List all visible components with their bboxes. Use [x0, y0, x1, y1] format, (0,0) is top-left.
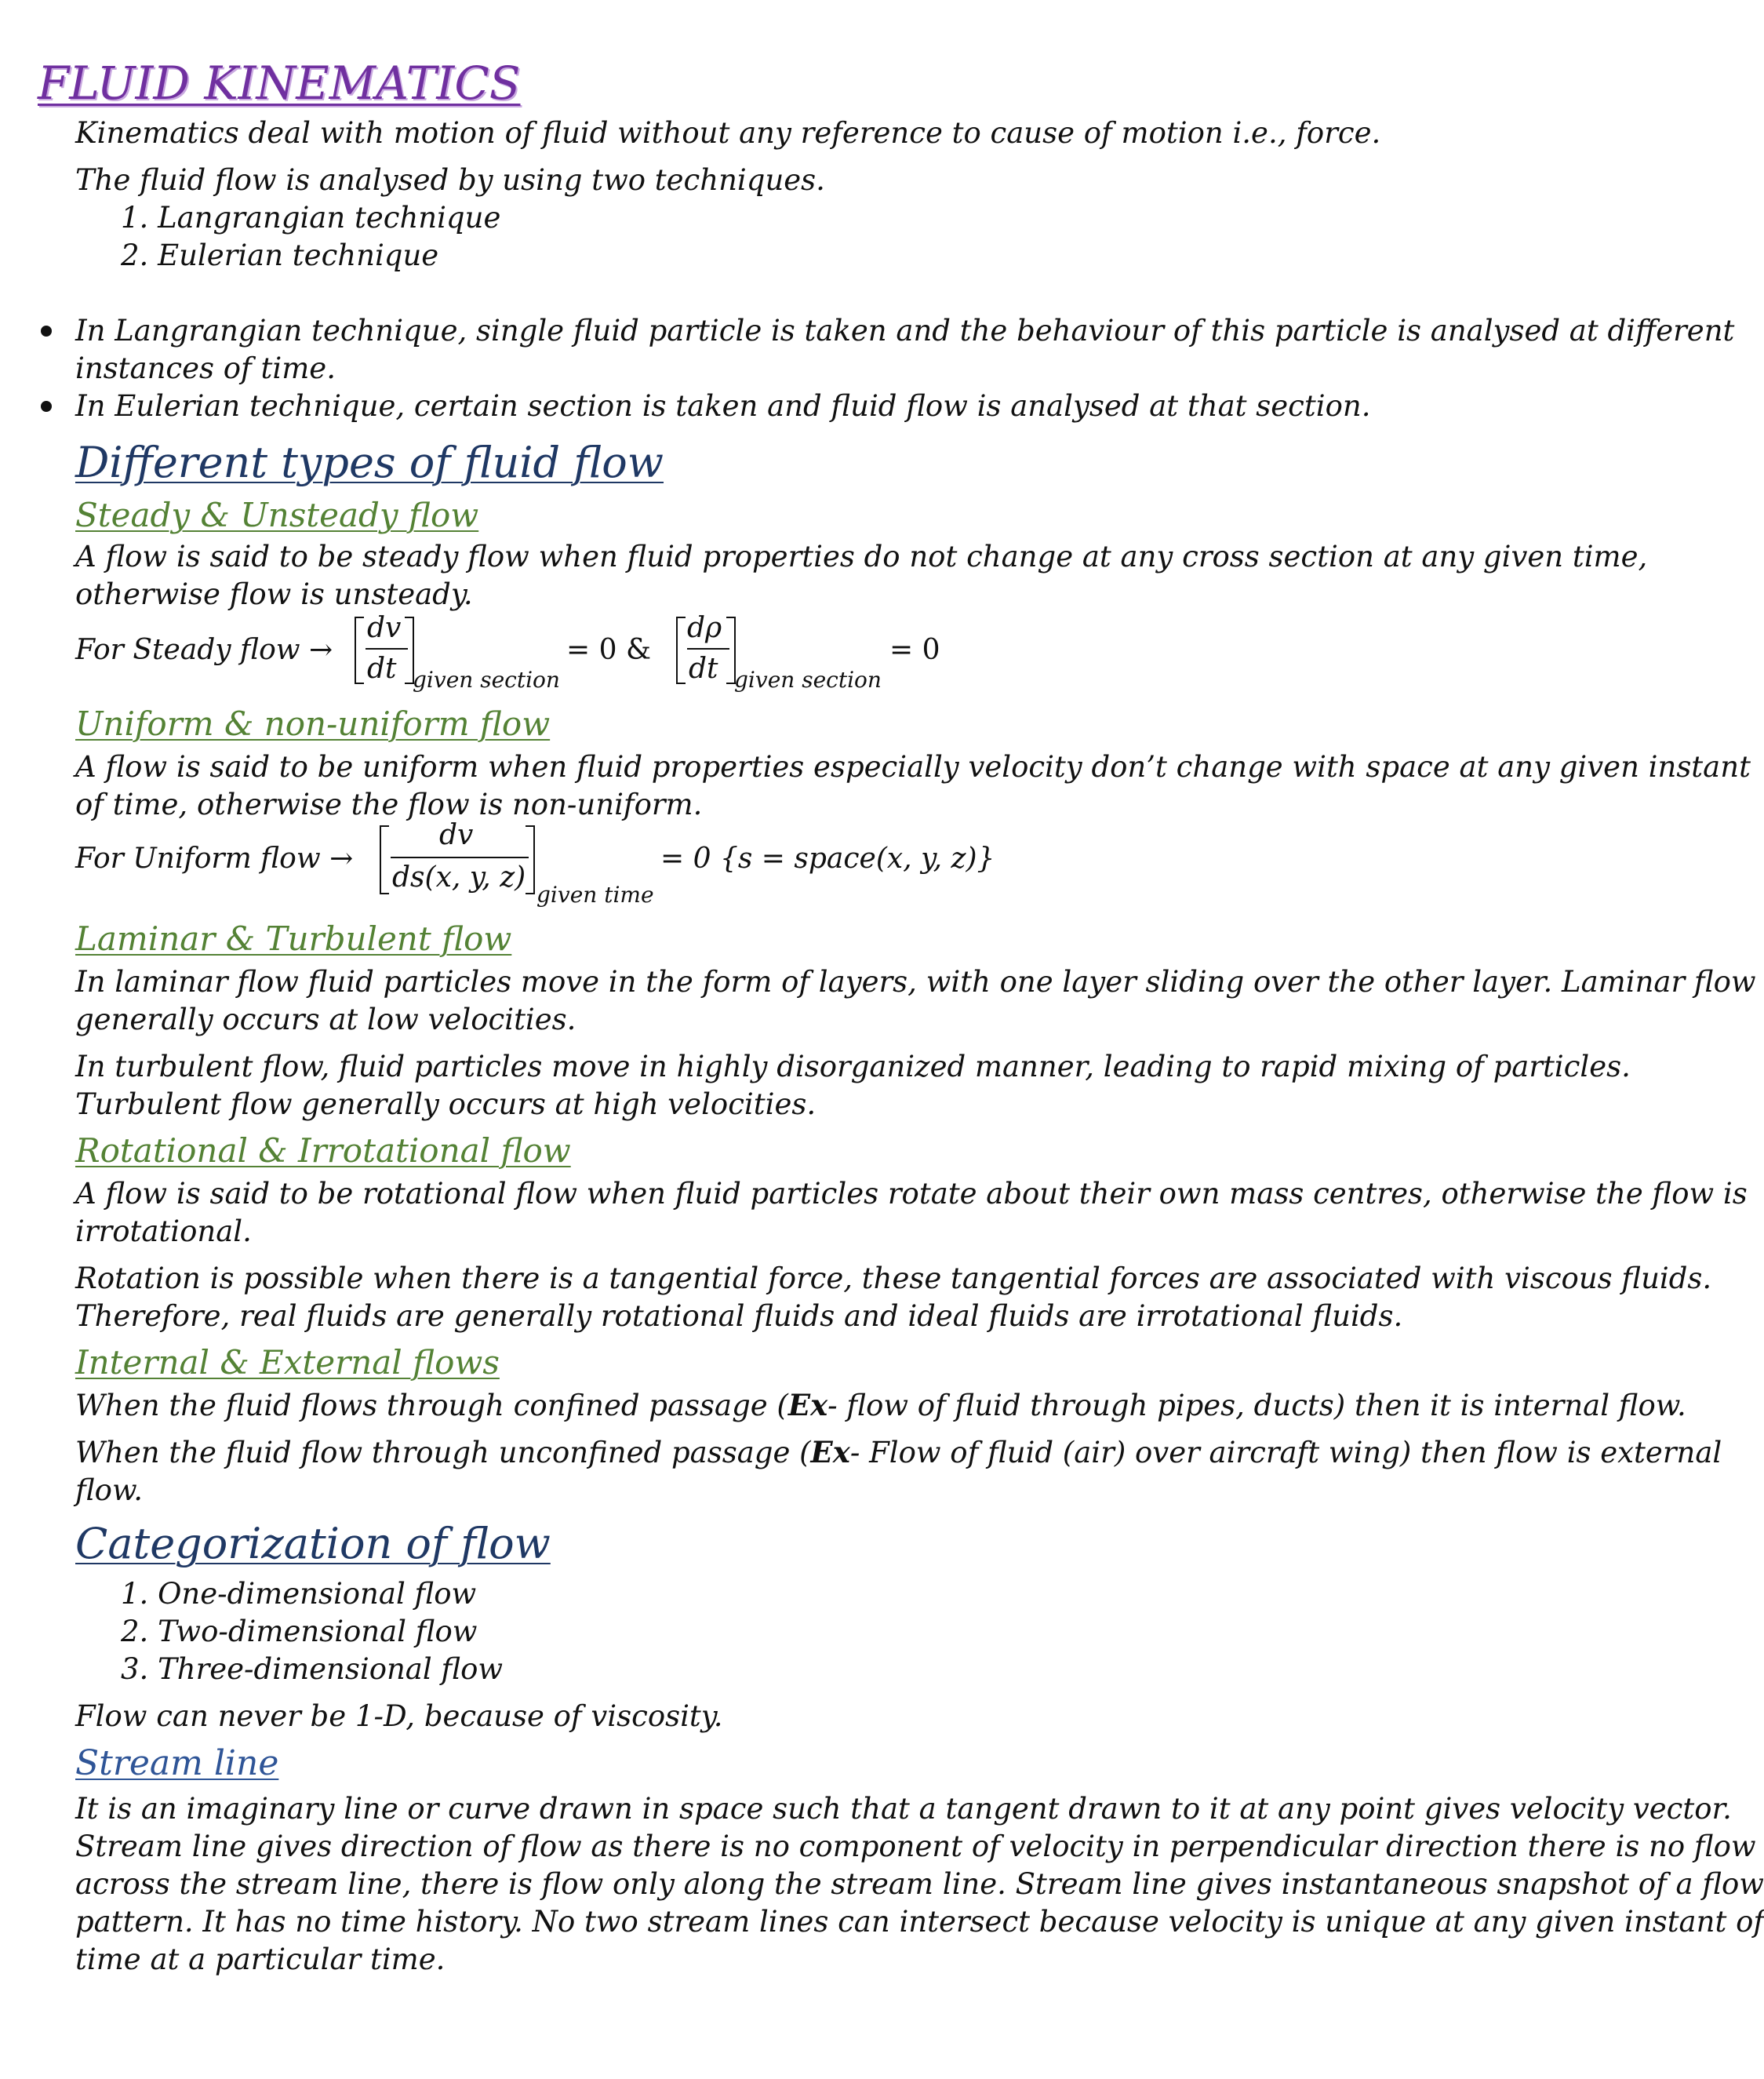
steady-fraction-1-numerator: dv — [367, 612, 402, 644]
uniform-fraction-numerator: dv — [439, 819, 474, 851]
subheading-internal-external: Internal & External flows — [75, 1343, 500, 1382]
streamline-line-5: time at a particular time. — [75, 1942, 446, 1976]
subheading-stream-line: Stream line — [75, 1743, 279, 1783]
category-item-1: 1. One-dimensional flow — [121, 1577, 477, 1611]
subheading-laminar: Laminar & Turbulent flow — [75, 919, 512, 958]
left-bracket — [676, 617, 686, 684]
uniform-fraction-denominator: ds(x, y, z) — [392, 861, 526, 894]
steady-fraction-1-denominator: dt — [367, 653, 397, 685]
section-heading-categorization: Categorization of flow — [75, 1519, 551, 1568]
left-bracket — [355, 617, 364, 684]
streamline-line-4: pattern. It has no time history. No two stream lines can intersect because velocity is unique at any given instant of — [75, 1905, 1764, 1939]
fraction-bar — [391, 857, 529, 858]
rotational-p2-line-1: Rotation is possible when there is a tangential force, these tangential forces are associated with viscous fluids. — [75, 1262, 1712, 1295]
steady-line-2: otherwise flow is unsteady. — [75, 577, 473, 611]
intro-line-2: The fluid flow is analysed by using two techniques. — [75, 163, 825, 197]
steady-equals-1: = 0 & — [566, 634, 651, 666]
bullet-dot — [41, 401, 52, 412]
streamline-line-1: It is an imaginary line or curve drawn in space such that a tangent drawn to it at any point gives velocity vector. — [75, 1792, 1732, 1826]
rotational-p1-line-1: A flow is said to be rotational flow when fluid particles rotate about their own mass centres, otherwise the flow is — [75, 1177, 1748, 1211]
category-item-2: 2. Two-dimensional flow — [121, 1615, 478, 1648]
streamline-line-2: Stream line gives direction of flow as there is no component of velocity in perpendicular direction there is no flow — [75, 1830, 1756, 1863]
uniform-eq-label: For Uniform flow → — [75, 843, 354, 875]
laminar-p1-line-1: In laminar flow fluid particles move in the form of layers, with one layer sliding over the other layer. Laminar flow — [75, 965, 1756, 999]
page-title: FLUID KINEMATICS — [38, 56, 521, 110]
bullet-eulerian: In Eulerian technique, certain section is taken and fluid flow is analysed at that section. — [75, 389, 1371, 423]
technique-item-1: 1. Langrangian technique — [121, 201, 501, 235]
rotational-p2-line-2: Therefore, real fluids are generally rotational fluids and ideal fluids are irrotational fluids. — [75, 1299, 1403, 1333]
steady-eq-label: For Steady flow → — [75, 634, 333, 666]
uniform-subscript: given time — [536, 882, 654, 908]
steady-fraction-2-denominator: dt — [689, 653, 718, 685]
external-flow-line-1: When the fluid flow through unconfined passage (Ex- Flow of fluid (air) over aircraft wing) then flow is external — [75, 1435, 1722, 1469]
steady-subscript-2: given section — [734, 667, 882, 693]
steady-fraction-2-numerator: dρ — [687, 612, 722, 644]
intro-line-1: Kinematics deal with motion of fluid without any reference to cause of motion i.e., force. — [75, 116, 1381, 150]
bullet-dot — [41, 326, 52, 337]
bullet-langrangian-line-1: In Langrangian technique, single fluid particle is taken and the behaviour of this particle is analysed at different — [75, 314, 1735, 348]
steady-subscript-1: given section — [413, 667, 560, 693]
uniform-equals: = 0 {s = space(x, y, z)} — [660, 843, 995, 875]
steady-equals-2: = 0 — [889, 634, 940, 666]
technique-item-2: 2. Eulerian technique — [121, 238, 439, 272]
left-bracket — [380, 825, 389, 894]
bullet-langrangian-line-2: instances of time. — [75, 351, 336, 385]
uniform-line-2: of time, otherwise the flow is non-uniform. — [75, 788, 703, 821]
laminar-p1-line-2: generally occurs at low velocities. — [75, 1003, 576, 1036]
steady-line-1: A flow is said to be steady flow when fluid properties do not change at any cross section at any given time, — [75, 540, 1648, 573]
right-bracket — [526, 825, 535, 894]
laminar-p2-line-1: In turbulent flow, fluid particles move in highly disorganized manner, leading to rapid mixing of particles. — [75, 1050, 1631, 1083]
categorization-note: Flow can never be 1-D, because of viscosity. — [75, 1699, 723, 1733]
section-heading-types: Different types of fluid flow — [75, 438, 664, 487]
rotational-p1-line-2: irrotational. — [75, 1214, 252, 1248]
subheading-uniform: Uniform & non-uniform flow — [75, 705, 551, 743]
uniform-line-1: A flow is said to be uniform when fluid properties especially velocity don’t change with space at any given instant — [75, 750, 1751, 784]
internal-flow-line: When the fluid flows through confined passage (Ex- flow of fluid through pipes, ducts) then it is internal flow. — [75, 1388, 1686, 1422]
category-item-3: 3. Three-dimensional flow — [121, 1652, 504, 1686]
external-flow-line-2: flow. — [75, 1473, 143, 1507]
subheading-rotational: Rotational & Irrotational flow — [75, 1131, 571, 1170]
laminar-p2-line-2: Turbulent flow generally occurs at high velocities. — [75, 1087, 817, 1121]
subheading-steady: Steady & Unsteady flow — [75, 496, 479, 534]
fraction-bar — [366, 648, 408, 650]
fraction-bar — [687, 648, 729, 650]
streamline-line-3: across the stream line, there is flow only along the stream line. Stream line gives instantaneous snapshot of a flow — [75, 1867, 1764, 1901]
